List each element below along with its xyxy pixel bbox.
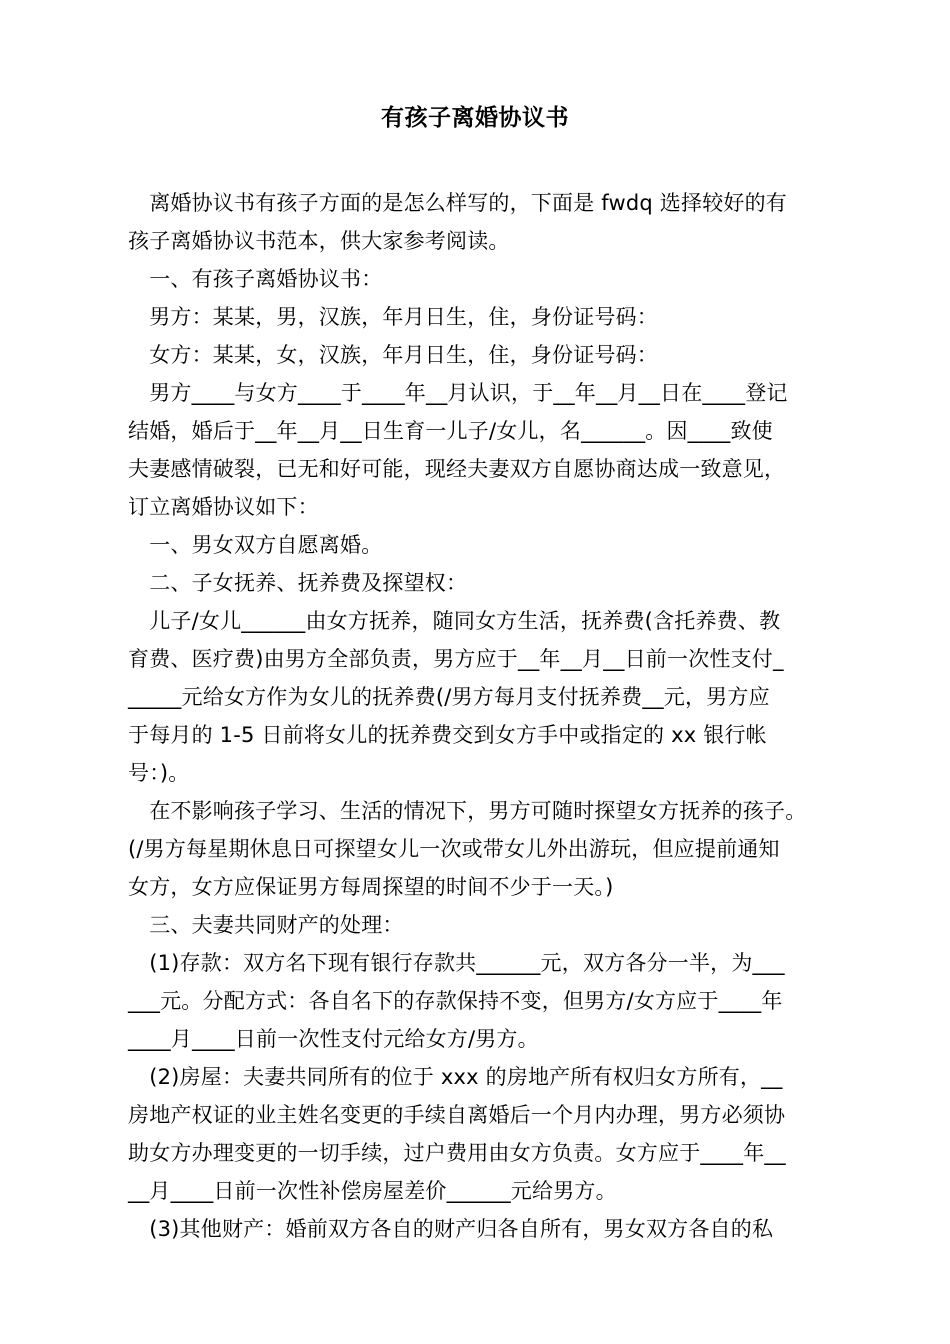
paragraph-line: 二、子女抚养、抚养费及探望权： bbox=[128, 571, 468, 595]
paragraph-line: 男方____与女方____于____年__月认识，于__年__月__日在____登记 bbox=[128, 381, 788, 405]
paragraph-line: 在不影响孩子学习、生活的情况下，男方可随时探望女方抚养的孩子。 bbox=[128, 799, 807, 823]
paragraph-line: 孩子离婚协议书范本，供大家参考阅读。 bbox=[128, 229, 510, 253]
paragraph-line: __月____日前一次性补偿房屋差价______元给男方。 bbox=[128, 1179, 617, 1203]
paragraph-line: (1)存款：双方名下现有银行存款共______元，双方各分一半，为___ bbox=[128, 951, 785, 975]
paragraph-line: 结婚，婚后于__年__月__日生育一儿子/女儿，名______。因____致使 bbox=[128, 419, 773, 443]
paragraph-line: 三、夫妻共同财产的处理： bbox=[128, 913, 404, 937]
paragraph-line: 夫妻感情破裂，已无和好可能，现经夫妻双方自愿协商达成一致意见， bbox=[128, 457, 786, 481]
paragraph-line: 离婚协议书有孩子方面的是怎么样写的，下面是 fwdq 选择较好的有 bbox=[128, 191, 788, 215]
paragraph-line: 女方：某某，女，汉族，年月日生，住，身份证号码： bbox=[128, 343, 658, 367]
paragraph-line: 房地产权证的业主姓名变更的手续自离婚后一个月内办理，男方必须协 bbox=[128, 1103, 786, 1127]
paragraph-line: (2)房屋：夫妻共同所有的位于 xxx 的房地产所有权归女方所有，__ bbox=[128, 1065, 783, 1089]
paragraph-line: ____月____日前一次性支付元给女方/男方。 bbox=[128, 1027, 539, 1051]
document-title: 有孩子离婚协议书 bbox=[381, 105, 569, 131]
paragraph-line: 育费、医疗费)由男方全部负责，男方应于__年__月__日前一次性支付_ bbox=[128, 647, 784, 671]
paragraph-line: 一、男女双方自愿离婚。 bbox=[128, 533, 383, 557]
paragraph-line: 号：)。 bbox=[128, 761, 190, 785]
paragraph-line: (/男方每星期休息日可探望女儿一次或带女儿外出游玩，但应提前通知 bbox=[128, 837, 780, 861]
paragraph-line: _____元给女方作为女儿的抚养费(/男方每月支付抚养费__元，男方应 bbox=[128, 685, 770, 709]
paragraph-line: 女方，女方应保证男方每周探望的时间不少于一天。) bbox=[128, 875, 614, 899]
paragraph-line: 男方：某某，男，汉族，年月日生，住，身份证号码： bbox=[128, 305, 658, 329]
paragraph-line: 订立离婚协议如下： bbox=[128, 495, 319, 519]
paragraph-line: 助女方办理变更的一切手续，过户费用由女方负责。女方应于____年__ bbox=[128, 1141, 786, 1165]
paragraph-line: 一、有孩子离婚协议书： bbox=[128, 267, 383, 291]
paragraph-line: 于每月的 1-5 日前将女儿的抚养费交到女方手中或指定的 xx 银行帐 bbox=[128, 723, 767, 747]
paragraph-line: 儿子/女儿______由女方抚养，随同女方生活，抚养费(含托养费、教 bbox=[128, 609, 781, 633]
paragraph-line: ___元。分配方式：各自名下的存款保持不变，但男方/女方应于____年 bbox=[128, 989, 783, 1013]
paragraph-line: (3)其他财产：婚前双方各自的财产归各自所有，男女双方各自的私 bbox=[128, 1217, 774, 1241]
